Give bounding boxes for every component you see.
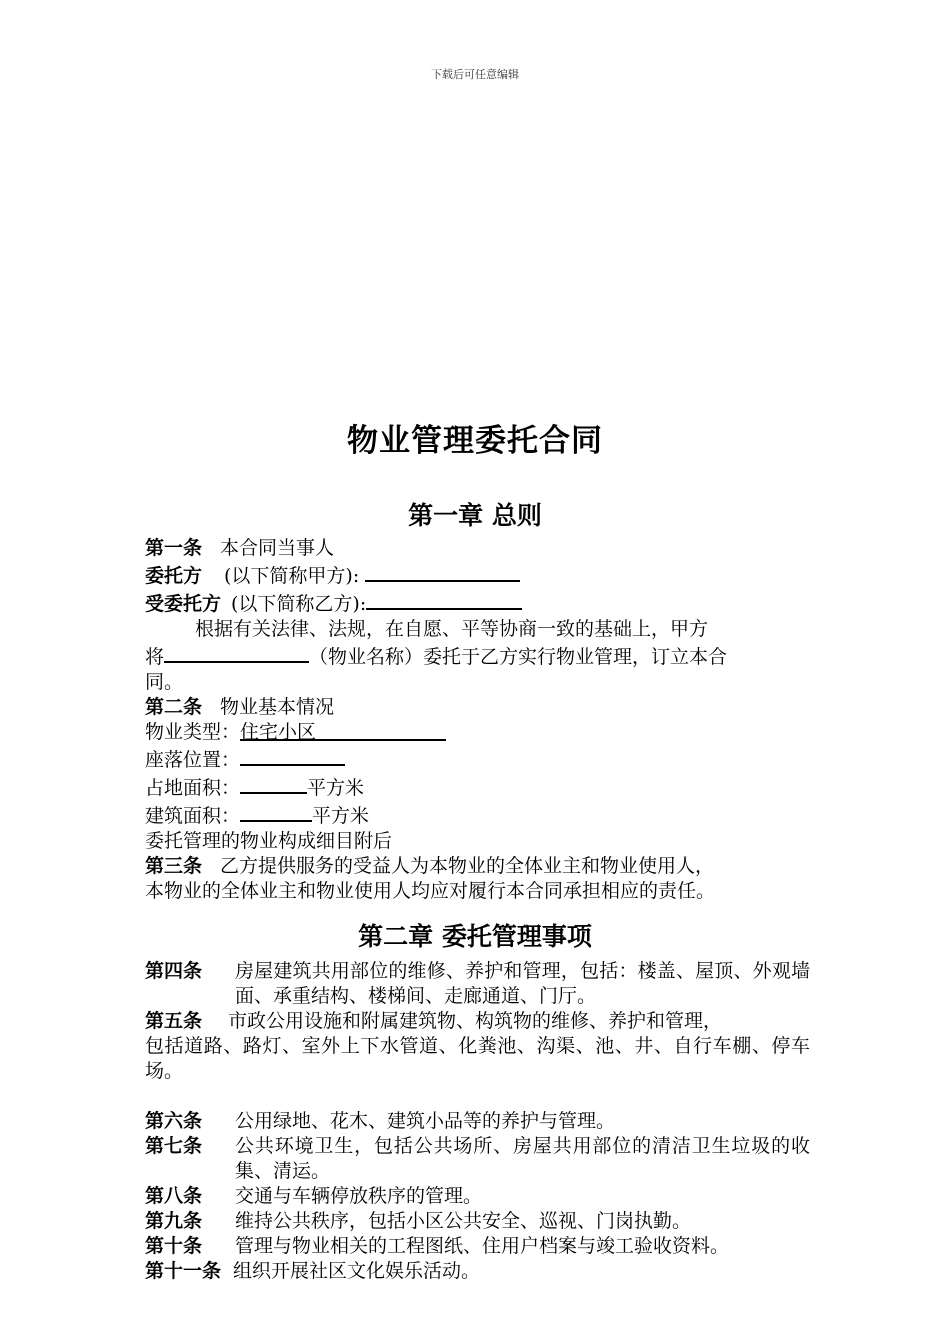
article-11-text: 组织开展社区文化娱乐活动。 [233, 1260, 481, 1282]
article-5-text: 市政公用设施和附属建筑物、构筑物的维修、养护和管理， [228, 1010, 723, 1032]
article-3-cont: 本物业的全体业主和物业使用人均应对履行本合同承担相应的责任。 [145, 880, 716, 902]
composition-note: 委托管理的物业构成细目附后 [145, 830, 393, 852]
article-9-text: 维持公共秩序，包括小区公共安全、巡视、门岗执勤。 [235, 1210, 692, 1232]
land-area-label: 占地面积： [145, 777, 241, 799]
article-6 [145, 1109, 810, 1134]
article-7 [145, 1134, 810, 1184]
article-4 [145, 959, 810, 1009]
article-4-label: 第四条 [145, 960, 203, 982]
property-type-label: 物业类型： [145, 721, 241, 743]
party-b-text: (以下简称乙方): [231, 593, 367, 615]
preamble-pre: 将 [145, 646, 165, 668]
article-2-label: 第二条 [145, 696, 203, 718]
article-3 [145, 854, 810, 879]
article-1-label: 第一条 [145, 537, 203, 559]
party-b-blank[interactable] [366, 589, 522, 610]
property-type-line [145, 720, 810, 745]
preamble-line-1: 根据有关法律、法规，在自愿、平等协商一致的基础上，甲方 [195, 618, 709, 640]
party-a-label: 委托方 [145, 565, 203, 587]
article-3-text: 乙方提供服务的受益人为本物业的全体业主和物业使用人， [220, 855, 715, 877]
chapter-2-body [145, 959, 810, 1284]
article-10 [145, 1234, 810, 1259]
article-8 [145, 1184, 810, 1209]
article-2 [145, 695, 810, 720]
article-2-text: 物业基本情况 [220, 696, 335, 718]
party-b-label: 受委托方 [145, 593, 222, 615]
chapter-1-title: 第一章 总则 [408, 501, 542, 530]
building-area-label: 建筑面积： [145, 805, 241, 827]
article-5-cont: 包括道路、路灯、室外上下水管道、化粪池、沟渠、池、井、自行车棚、停车场。 [145, 1035, 810, 1082]
land-area-blank[interactable] [240, 773, 307, 794]
article-6-label: 第六条 [145, 1110, 203, 1132]
party-a-blank[interactable] [365, 561, 520, 582]
location-label: 座落位置： [145, 749, 241, 771]
article-3-label: 第三条 [145, 855, 203, 877]
party-a-text: (以下简称甲方): [224, 565, 360, 587]
article-11 [145, 1259, 810, 1284]
article-7-text: 公共环境卫生，包括公共场所、房屋共用部位的清洁卫生垃圾的收集、清运。 [235, 1135, 810, 1182]
article-6-text: 公用绿地、花木、建筑小品等的养护与管理。 [235, 1110, 616, 1132]
article-11-label: 第十一条 [145, 1260, 222, 1282]
chapter-1-body [145, 536, 810, 904]
preamble-line-2 [145, 642, 810, 670]
article-9 [145, 1209, 810, 1234]
property-name-blank[interactable] [164, 642, 309, 663]
article-9-label: 第九条 [145, 1210, 203, 1232]
building-area-blank[interactable] [240, 801, 312, 822]
building-area-unit: 平方米 [312, 805, 370, 827]
building-area-line [145, 801, 810, 829]
property-type-value: 住宅小区 [240, 721, 317, 743]
article-7-label: 第七条 [145, 1135, 203, 1157]
article-8-label: 第八条 [145, 1185, 203, 1207]
article-8-text: 交通与车辆停放秩序的管理。 [235, 1185, 483, 1207]
party-b-line [145, 589, 810, 617]
article-1 [145, 536, 810, 561]
document-title: 物业管理委托合同 [347, 423, 603, 459]
location-line [145, 745, 810, 773]
header-note: 下载后可任意编辑 [431, 68, 519, 81]
article-5 [145, 1009, 810, 1034]
preamble-line-3: 同。 [145, 671, 184, 693]
location-blank[interactable] [240, 745, 345, 766]
property-type-field[interactable] [240, 720, 446, 741]
article-4-text: 房屋建筑共用部位的维修、养护和管理，包括：楼盖、屋顶、外观墙面、承重结构、楼梯间、走廊通道、门厅。 [235, 960, 810, 1007]
preamble-post: （物业名称）委托于乙方实行物业管理，订立本合 [309, 646, 728, 668]
land-area-unit: 平方米 [307, 777, 365, 799]
article-1-text: 本合同当事人 [220, 537, 335, 559]
land-area-line [145, 773, 810, 801]
party-a-line [145, 561, 810, 589]
article-5-label: 第五条 [145, 1010, 203, 1032]
article-10-text: 管理与物业相关的工程图纸、住用户档案与竣工验收资料。 [235, 1235, 730, 1257]
chapter-2-title: 第二章 委托管理事项 [358, 922, 592, 951]
article-10-label: 第十条 [145, 1235, 203, 1257]
